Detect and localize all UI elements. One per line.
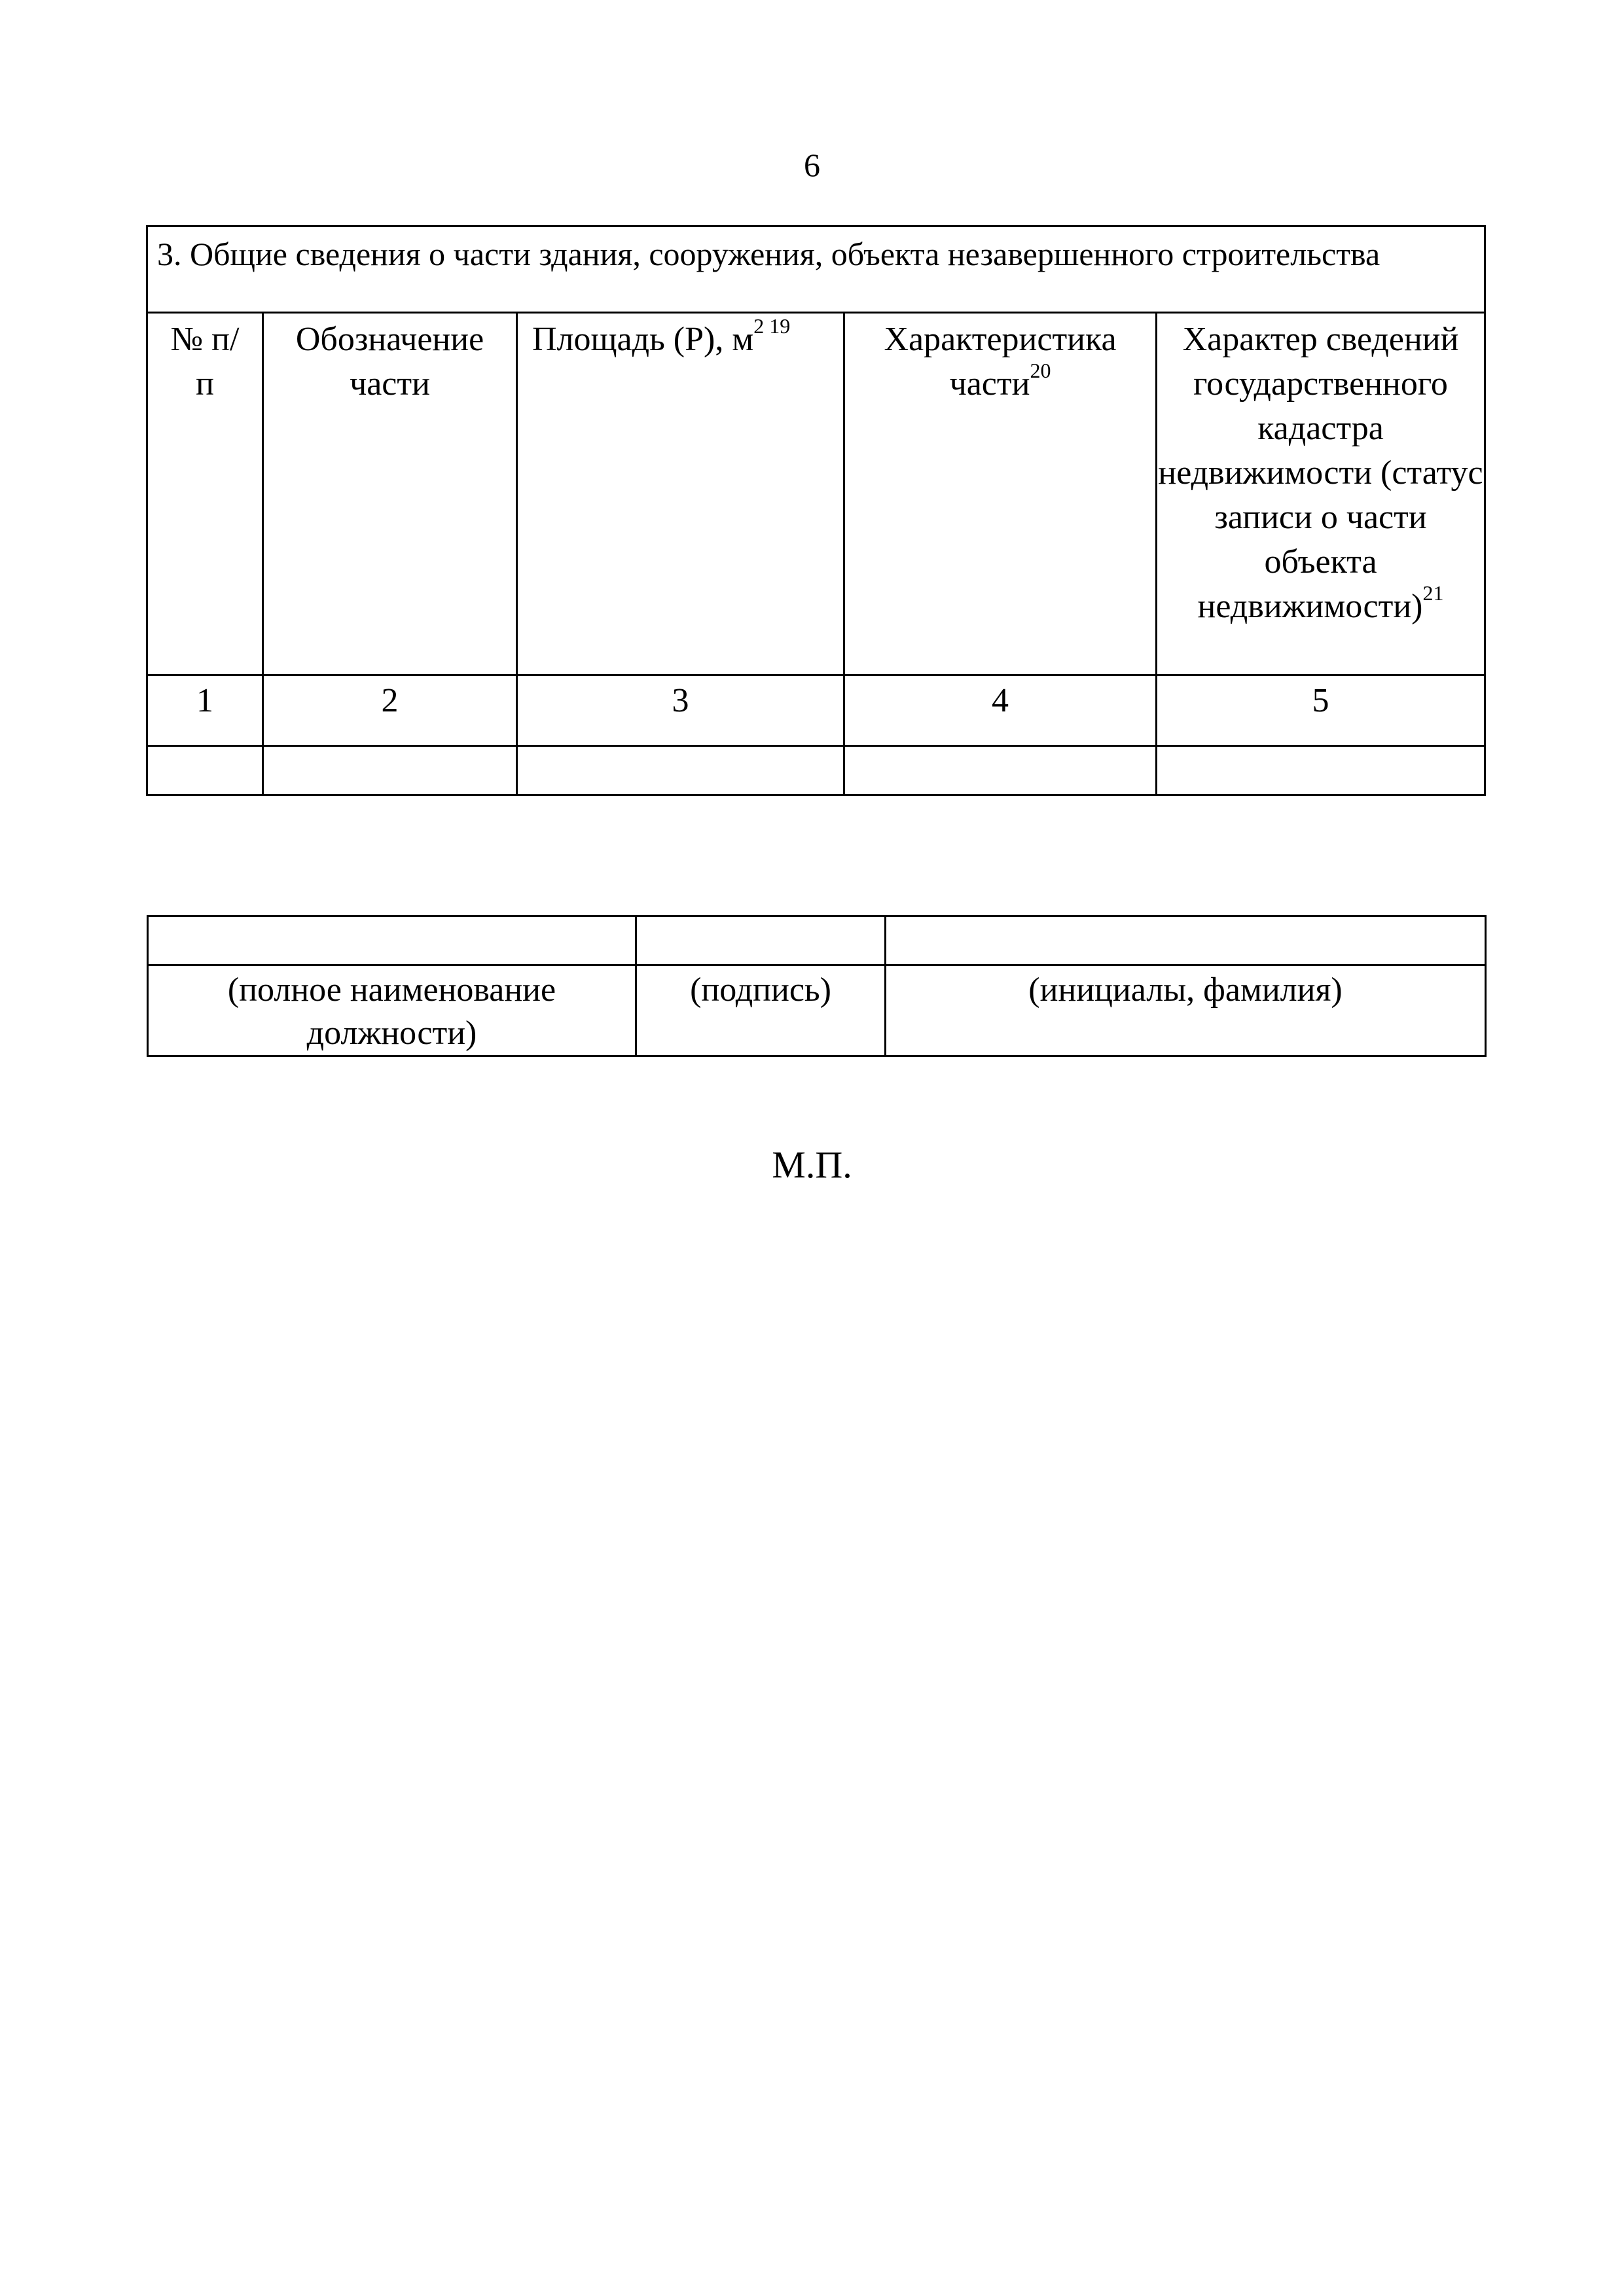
footnote-20: 20 [1030, 359, 1051, 382]
name-caption: (инициалы, фамилия) [886, 965, 1486, 1056]
empty-cell [844, 746, 1157, 795]
stamp-placeholder: М.П. [772, 1143, 852, 1186]
position-caption: (полное наименование должности) [148, 965, 636, 1056]
column-number-3: 3 [517, 675, 844, 746]
name-field [886, 916, 1486, 965]
empty-cell [517, 746, 844, 795]
signature-field [636, 916, 886, 965]
header-area: Площадь (Р), $м^{2 19}$ [517, 313, 844, 675]
position-field [148, 916, 636, 965]
header-number: № п/п [147, 313, 263, 675]
footnote-19: 2 19 [753, 314, 791, 338]
empty-cell [1157, 746, 1485, 795]
column-number-1: 1 [147, 675, 263, 746]
header-characteristic: Характеристика части$^{20}$ [844, 313, 1157, 675]
footnote-21: 21 [1422, 581, 1444, 605]
column-number-5: 5 [1157, 675, 1485, 746]
column-number-2: 2 [263, 675, 517, 746]
empty-cell [263, 746, 517, 795]
header-part-designation: Обозначение части [263, 313, 517, 675]
header-cadastre-info: Характер сведений государственного кадастра недвижимости (статус записи о части объекта недвижимости)$^{21}$ [1157, 313, 1485, 675]
section-title: 3. Общие сведения о части здания, сооружения, объекта незавершенного строительства [147, 226, 1485, 313]
signature-caption: (подпись) [636, 965, 886, 1056]
signature-table [147, 915, 1487, 1057]
empty-cell [147, 746, 263, 795]
part-info-table [146, 225, 1486, 796]
page-number: 6 [804, 147, 820, 183]
column-number-4: 4 [844, 675, 1157, 746]
